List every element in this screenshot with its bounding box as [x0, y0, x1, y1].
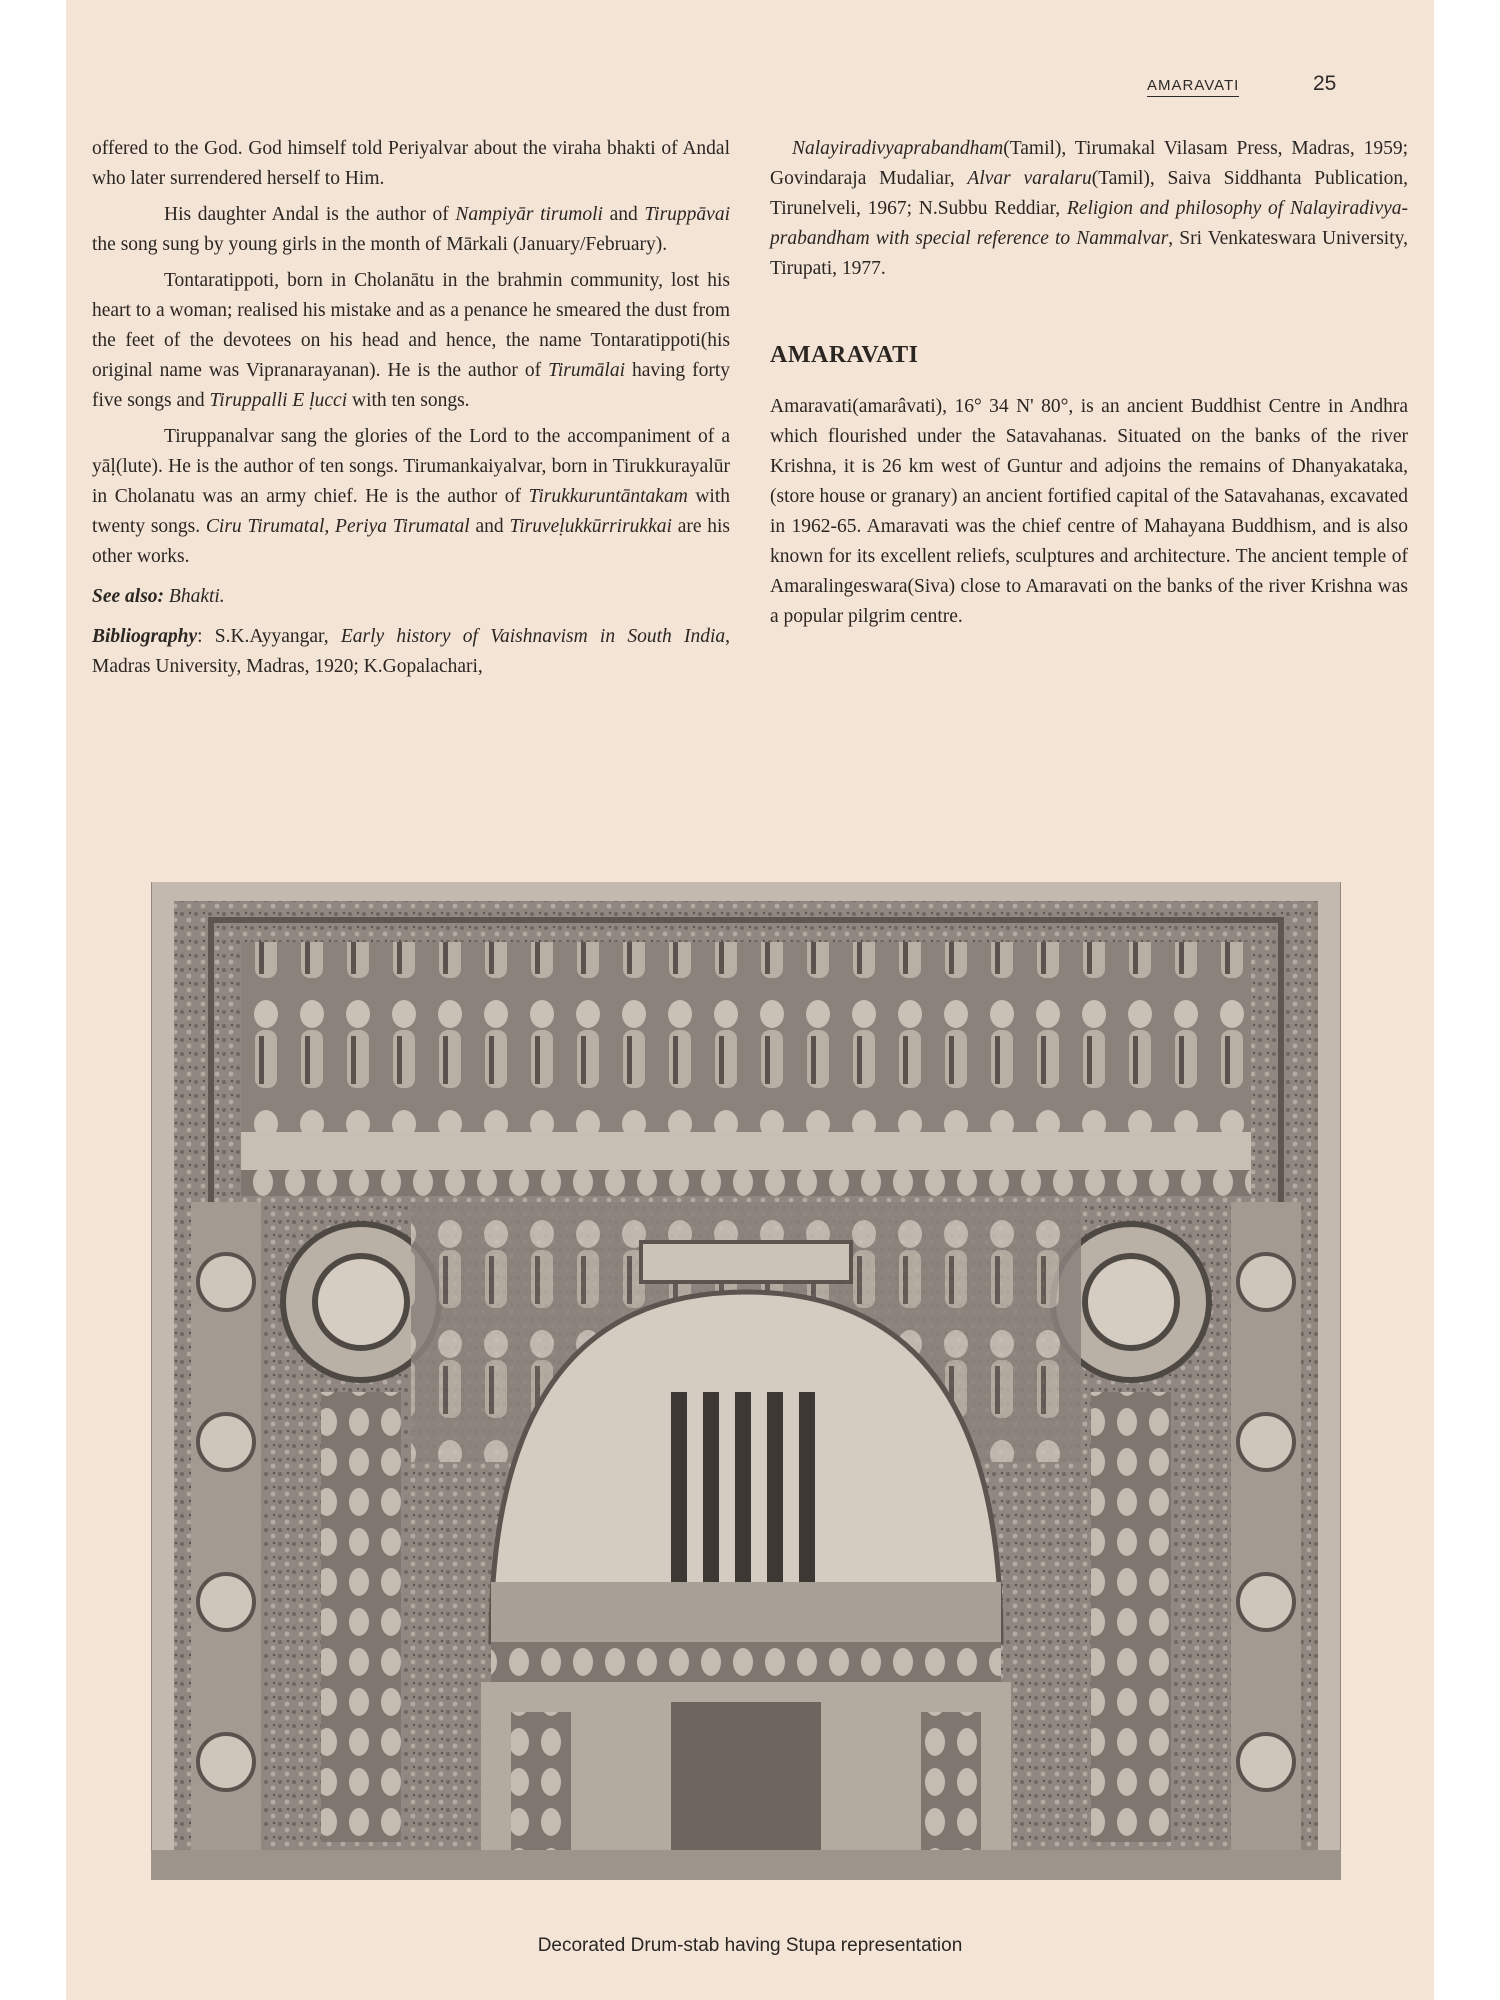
left-column: [92, 134, 730, 688]
text-run: Tontaratippoti, born in Cholanātu in the brahmin community, lost his heart to a woman; realised his mistake and as a penance he smeared the dust from the feet of the devotees on his head and hence, the name Tontaratippoti(his original name was Vipranarayanan). He is the author of: [92, 270, 730, 381]
italic-term: Nampiyār tirumoli: [455, 204, 603, 225]
entry-text: Amaravati(amarâvati), 16° 34 N' 80°, is an ancient Buddhist Centre in Andhra which flourished under the Satavahanas. Situated on the banks of the river Krishna, it is 26 km west of Guntur and adjoins the remains of Dhanyakataka,(store house or granary) an ancient fortified capital of the Satavahanas, excavated in 1962-65. Amaravati was the chief centre of Mahayana Buddhism, and is also known for its excellent reliefs, sculptures and architecture. The ancient temple of Amaralingeswara(Siva) close to Amaravati on the banks of the river Krishna was a popular pilgrim centre.: [770, 396, 1408, 627]
text-run: (Tamil), Tirumakal Vilasam Press, Madras, 1959; Govindaraja Mudaliar,: [770, 138, 1408, 189]
italic-term: Tiruppāvai: [644, 204, 731, 225]
text-run: having forty five songs and: [92, 360, 730, 411]
italic-term: Tiruveḷukkūrrirukkai: [509, 516, 672, 537]
see-also: [92, 582, 730, 612]
italic-term: Tirukkuruntāntakam: [528, 486, 688, 507]
text-run: and: [469, 516, 510, 537]
text-run: the song sung by young girls in the month of Mārkali (January/February).: [92, 234, 668, 255]
paragraph: [92, 422, 730, 572]
stupa-relief-photo: [151, 882, 1341, 1880]
right-column: [770, 134, 1408, 638]
bibliography-continuation: [770, 134, 1408, 284]
text-run: offered to the God. God himself told Periyalvar about the viraha bhakti of Andal who later surrendered herself to Him.: [92, 138, 730, 189]
text-run: His daughter Andal is the author of: [164, 204, 456, 225]
text-run: : S.K.Ayyangar,: [197, 626, 341, 647]
text-run: Tiruppanalvar sang the glories of the Lord to the accompaniment of a yāḷ(lute). He is the author of ten songs. Tirumankaiyalvar, born in Tirukkurayalūr in Cholanatu was an army chief. He is the author of: [92, 426, 730, 507]
bibliography: [92, 622, 730, 682]
bibliography-label: Bibliography: [92, 626, 198, 647]
italic-term: Nalayiradivyaprabandham: [792, 138, 1004, 159]
see-also-label: See also:: [92, 586, 165, 607]
italic-term: Early history of Vaishnavism in South India: [340, 626, 726, 647]
italic-term: Tiruppalli E ḷucci: [209, 390, 348, 411]
entry-heading: AMARAVATI: [770, 342, 919, 368]
text-run: with twenty songs.: [92, 486, 731, 537]
italic-term: Tirumālai: [548, 360, 626, 381]
page-number: 25: [1313, 72, 1337, 95]
text-run: , Madras University, Madras, 1920; K.Gopalachari,: [92, 626, 730, 677]
italic-term: Religion and philosophy of Nalayiradivya-prabandham with special reference to Nammalvar: [770, 198, 1408, 249]
relief-illustration: [151, 882, 1341, 1880]
paragraph: [92, 266, 730, 416]
figure-caption: Decorated Drum-stab having Stupa representation: [537, 1935, 963, 1956]
text-run: , Sri Venkateswara University, Tirupati, 1977.: [770, 228, 1408, 279]
see-also-link: Bhakti.: [164, 586, 225, 607]
paragraph: [92, 200, 730, 260]
italic-term: Alvar varalaru: [967, 168, 1092, 189]
running-header: AMARAVATI: [1147, 77, 1239, 97]
italic-term: Ciru Tirumatal, Periya Tirumatal: [205, 516, 470, 537]
text-run: with ten songs.: [347, 390, 470, 411]
text-run: (Tamil), Saiva Siddhanta Publication, Tirunelveli, 1967; N.Subbu Reddiar,: [770, 168, 1409, 219]
text-run: and: [602, 204, 645, 225]
text-run: are his other works.: [92, 516, 731, 567]
paragraph: [92, 134, 730, 194]
